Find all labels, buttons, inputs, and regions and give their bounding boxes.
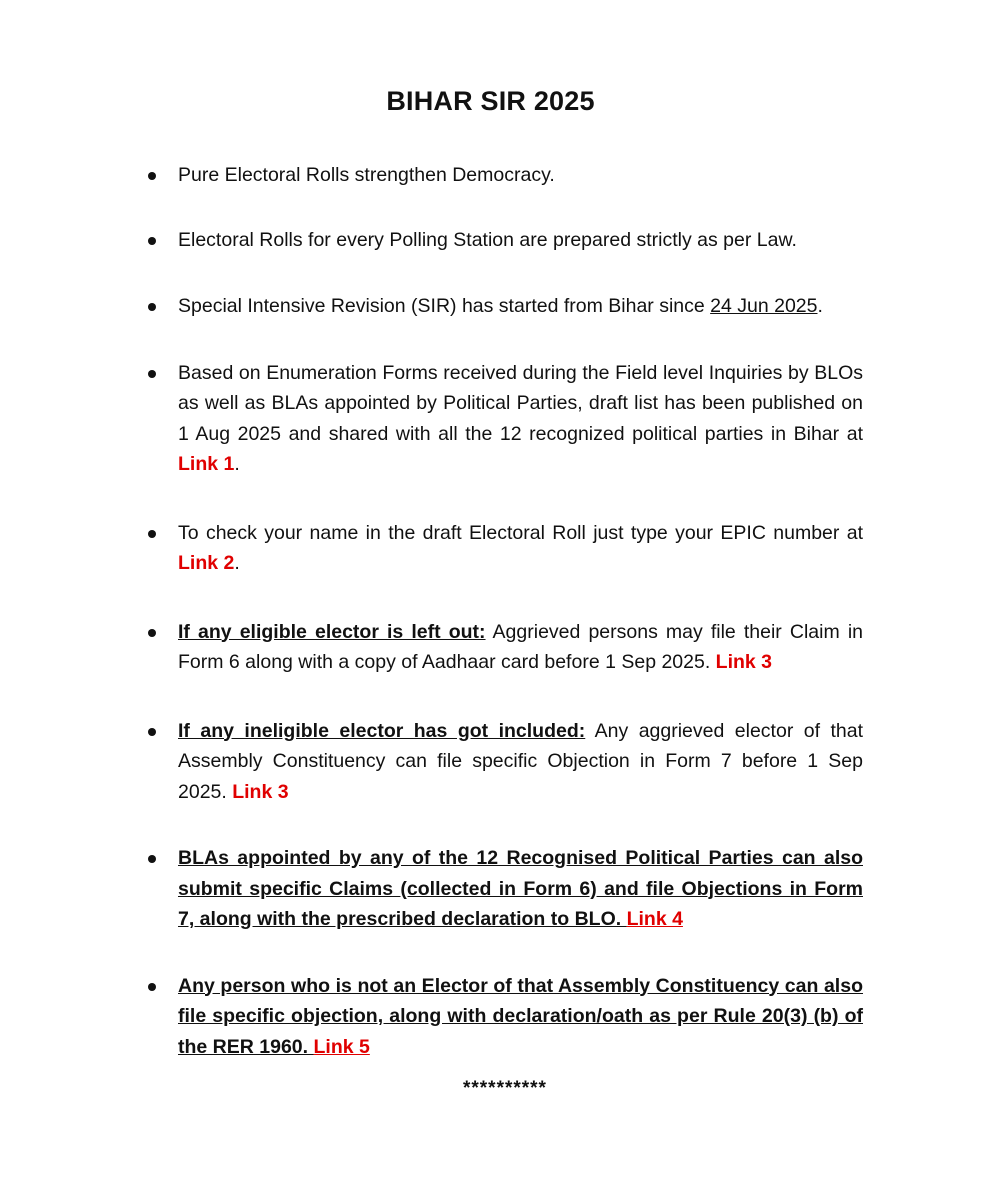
bullet-dot-icon bbox=[148, 370, 156, 378]
bullet-text: Special Intensive Revision (SIR) has started from Bihar since bbox=[178, 295, 711, 317]
bullet-dot-icon bbox=[148, 303, 156, 311]
bullet-dot-icon bbox=[148, 855, 156, 863]
page-title: BIHAR SIR 2025 bbox=[386, 86, 595, 116]
punctuation: . bbox=[817, 295, 823, 317]
bullet-dot-icon bbox=[148, 728, 156, 736]
list-item bbox=[178, 518, 863, 579]
bullet-text: Any person who is not an Elector of that Assembly Constituency can also file specific objection, along with declaration/oath as per Rule 20(3) (b) of the RER 1960. bbox=[178, 974, 863, 1058]
list-item bbox=[178, 843, 863, 935]
bullet-dot-icon bbox=[148, 172, 156, 180]
list-item bbox=[178, 160, 863, 191]
link-5[interactable]: Link 5 bbox=[313, 1035, 370, 1058]
list-item bbox=[178, 971, 863, 1063]
list-item bbox=[178, 291, 863, 322]
list-item bbox=[178, 716, 863, 808]
link-3[interactable]: Link 3 bbox=[715, 651, 773, 673]
footer-separator: ********** bbox=[463, 1078, 547, 1099]
bullet-text: Aggrieved persons may file their Claim in Form 6 along with a copy of Aadhaar card before 1 Sep 2025. bbox=[178, 620, 863, 673]
bullet-dot-icon bbox=[148, 237, 156, 245]
bullet-text: To check your name in the draft Electoral Roll just type your EPIC number at bbox=[178, 521, 863, 544]
punctuation: . bbox=[234, 453, 240, 475]
bullet-dot-icon bbox=[148, 530, 156, 538]
bullet-heading: If any eligible elector is left out: bbox=[178, 620, 486, 643]
bullet-text: Pure Electoral Rolls strengthen Democracy. bbox=[178, 164, 555, 186]
bullet-text: BLAs appointed by any of the 12 Recognised Political Parties can also submit specific Claims (collected in Form 6) and file Objections in Form 7, along with the prescribed declaration to BLO. bbox=[178, 847, 863, 930]
bullet-text: Any aggrieved elector of that Assembly Constituency can file specific Objection in Form 7 before 1 Sep 2025. bbox=[178, 719, 864, 803]
list-item bbox=[178, 225, 863, 256]
link-3[interactable]: Link 3 bbox=[232, 780, 289, 803]
punctuation: . bbox=[234, 552, 240, 574]
bullet-heading: If any ineligible elector has got included: bbox=[178, 719, 586, 742]
list-item bbox=[178, 617, 863, 678]
list-item bbox=[178, 358, 863, 480]
bullet-dot-icon bbox=[148, 983, 156, 991]
bullet-list bbox=[178, 160, 863, 1062]
bullet-text: Based on Enumeration Forms received during the Field level Inquiries by BLOs as well as BLAs appointed by Political Parties, draft list has been published on 1 Aug 2025 and shared with all the 12 recognized political parties in Bihar at bbox=[178, 361, 863, 445]
link-4[interactable]: Link 4 bbox=[626, 908, 683, 930]
bullet-text: Electoral Rolls for every Polling Station are prepared strictly as per Law. bbox=[178, 228, 797, 251]
link-1[interactable]: Link 1 bbox=[178, 453, 235, 475]
bullet-dot-icon bbox=[148, 629, 156, 637]
link-2[interactable]: Link 2 bbox=[178, 552, 235, 574]
start-date: 24 Jun 2025 bbox=[710, 295, 818, 317]
